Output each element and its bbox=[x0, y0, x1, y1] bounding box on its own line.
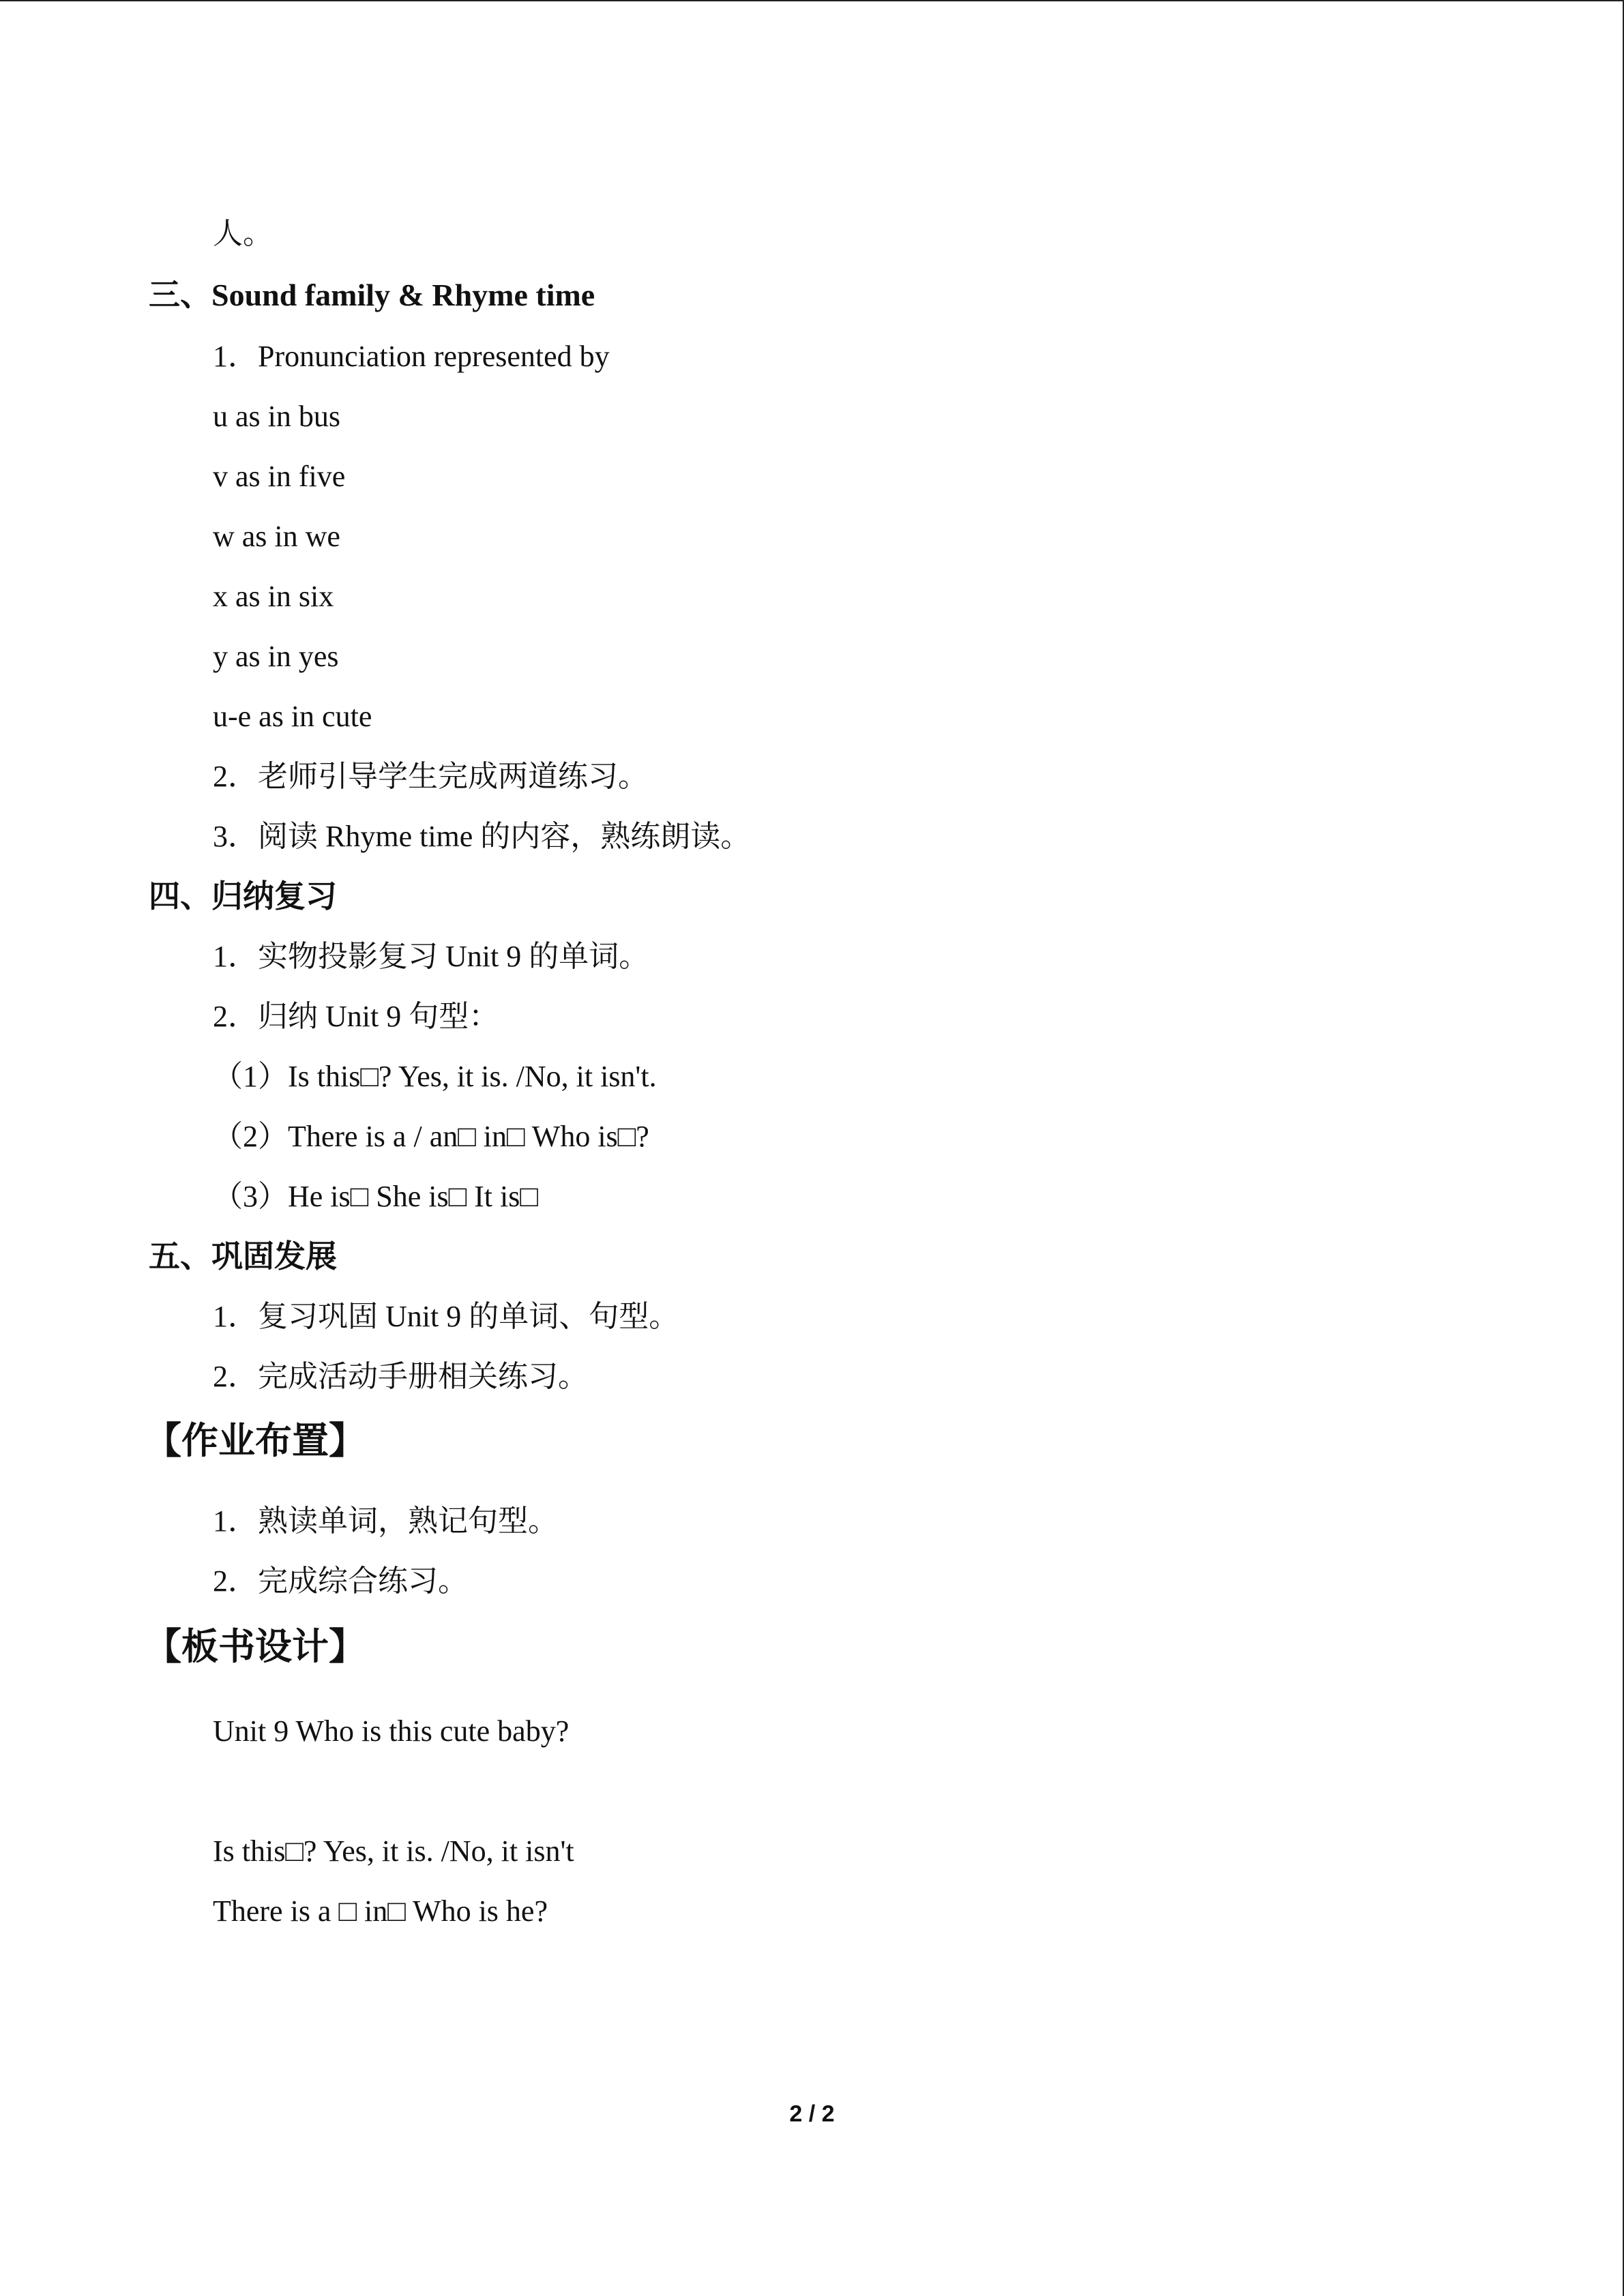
text-line: 2．归纳 Unit 9 句型： bbox=[213, 1000, 499, 1033]
sound-item: w as in we bbox=[213, 520, 340, 553]
text-line: 2．完成综合练习。 bbox=[213, 1564, 468, 1598]
text-line: 1．Pronunciation represented by bbox=[213, 340, 610, 373]
heading-blackboard-design: 【板书设计】 bbox=[145, 1625, 366, 1668]
text-line: 2．老师引导学生完成两道练习。 bbox=[213, 760, 648, 793]
text-line: 1．熟读单词，熟记句型。 bbox=[213, 1504, 558, 1538]
sentence-pattern: （3）He is□ She is□ It is□ bbox=[213, 1180, 538, 1213]
section-title: Sound family & Rhyme time bbox=[211, 278, 595, 312]
text-line: 1．复习巩固 Unit 9 的单词、句型。 bbox=[213, 1300, 679, 1333]
text-line: 1．实物投影复习 Unit 9 的单词。 bbox=[213, 940, 649, 973]
text-line: 2．完成活动手册相关练习。 bbox=[213, 1360, 588, 1393]
board-title: Unit 9 Who is this cute baby? bbox=[213, 1714, 570, 1748]
section-heading-consolidation: 五、巩固发展 bbox=[149, 1239, 337, 1274]
heading-homework: 【作业布置】 bbox=[145, 1419, 366, 1462]
sound-item: u as in bus bbox=[213, 400, 340, 433]
sound-item: u-e as in cute bbox=[213, 700, 372, 733]
section-number: 三、 bbox=[149, 278, 211, 312]
board-line: There is a □ in□ Who is he? bbox=[213, 1894, 548, 1928]
sound-item: x as in six bbox=[213, 580, 334, 613]
sound-item: y as in yes bbox=[213, 640, 339, 673]
section-heading-sound-family bbox=[149, 276, 595, 314]
sound-item: v as in five bbox=[213, 460, 346, 493]
sentence-pattern: （1）Is this□? Yes, it is. /No, it isn't. bbox=[213, 1060, 657, 1093]
text-line: 人。 bbox=[213, 217, 273, 250]
sentence-pattern: （2）There is a / an□ in□ Who is□? bbox=[213, 1120, 649, 1153]
text-line: 3．阅读 Rhyme time 的内容，熟练朗读。 bbox=[213, 820, 751, 853]
page-number: 2 / 2 bbox=[789, 2101, 835, 2127]
board-line: Is this□? Yes, it is. /No, it isn't bbox=[213, 1834, 574, 1868]
section-heading-review: 四、归纳复习 bbox=[149, 879, 337, 914]
